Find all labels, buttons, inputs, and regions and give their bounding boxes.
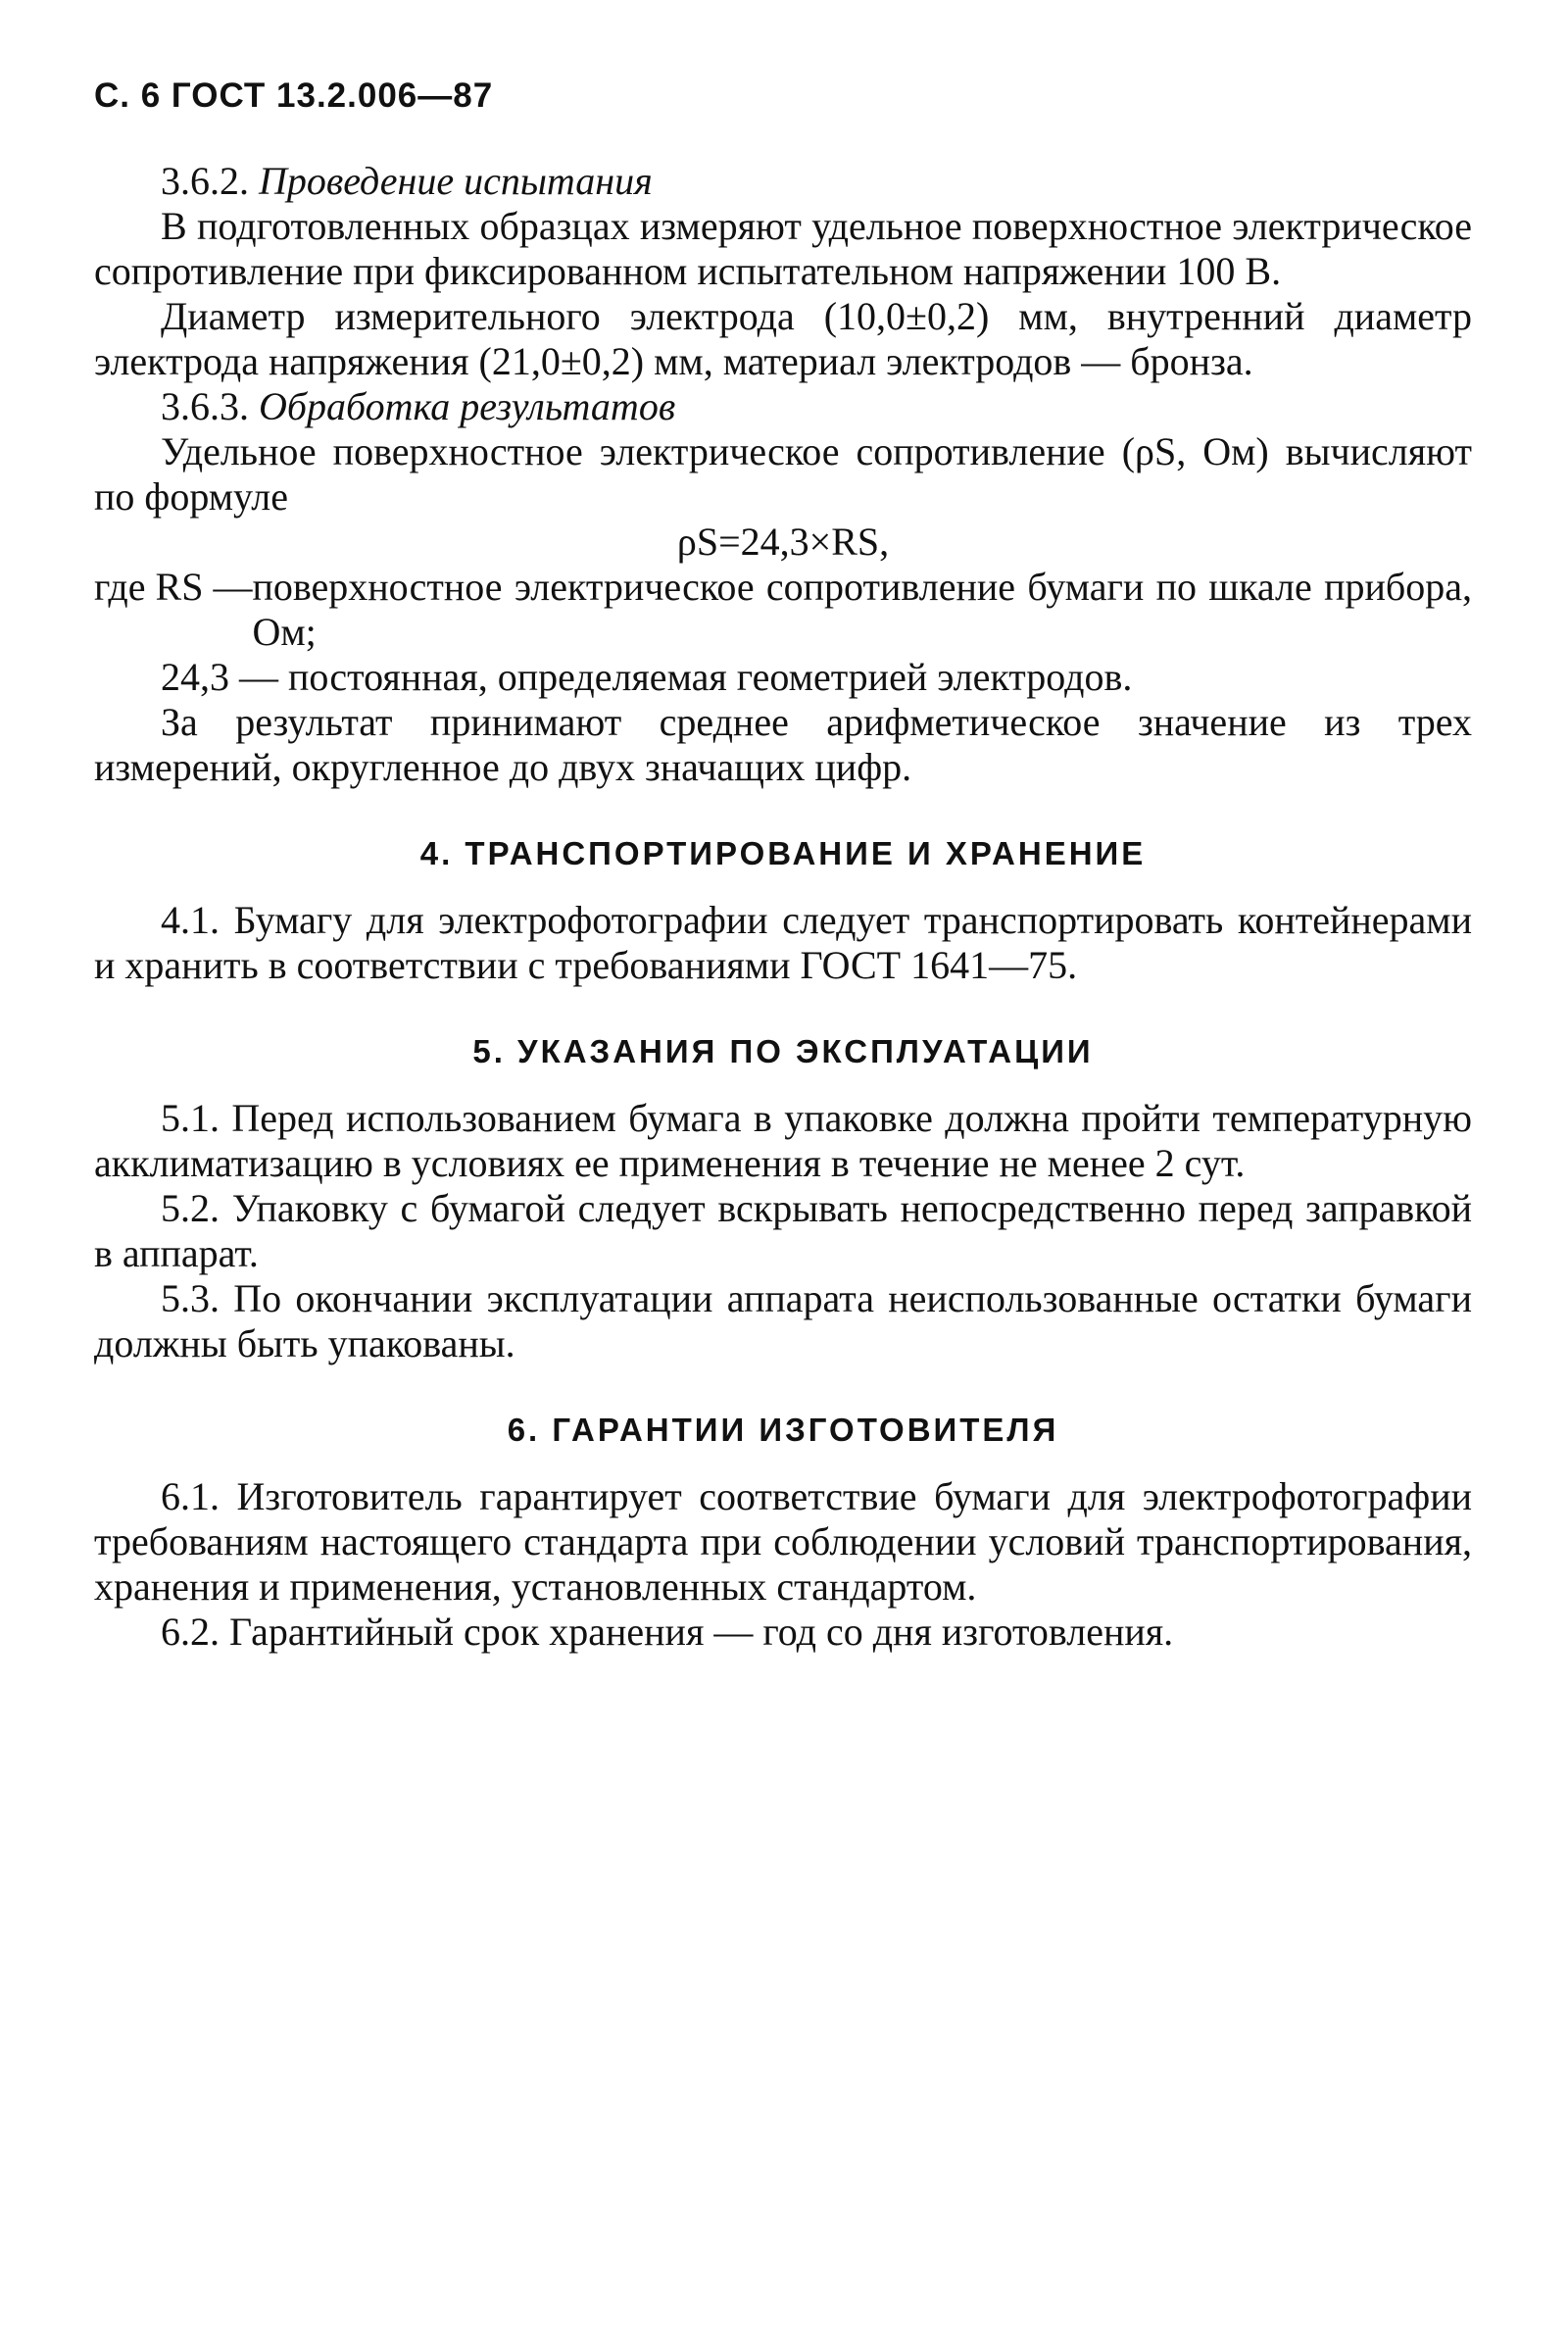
- legend-symbol: где RS —: [94, 565, 253, 609]
- section-5: [94, 1096, 1472, 1366]
- section-6: [94, 1474, 1472, 1655]
- running-head: С. 6 ГОСТ 13.2.006—87: [94, 76, 494, 115]
- paragraph: 5.2. Упаковку с бумагой следует вскрывать непосредственно перед заправкой в аппарат.: [94, 1186, 1472, 1275]
- subsection-title-text: Обработка результатов: [259, 384, 676, 428]
- subsection-number: 3.6.3.: [161, 384, 249, 428]
- formula: ρS=24,3×RS,: [676, 520, 890, 564]
- paragraph: 6.2. Гарантийный срок хранения — год со дня изготовления.: [161, 1610, 1174, 1654]
- section-4: [94, 898, 1472, 988]
- paragraph: В подготовленных образцах измеряют удельное поверхностное электрическое сопротивление при фиксированном испытательном напряжении 100 В.: [94, 204, 1472, 293]
- section-3-6-2: [94, 159, 1472, 384]
- section-3-6-3: [94, 384, 1472, 790]
- paragraph: Диаметр измерительного электрода (10,0±0,2) мм, внутренний диаметр электрода напряжения (21,0±0,2) мм, материал электродов — бронза.: [94, 294, 1472, 383]
- subsection-title: [94, 384, 1472, 429]
- paragraph: За результат принимают среднее арифметическое значение из трех измерений, округленное до двух значащих цифр.: [94, 700, 1472, 789]
- paragraph: 6.1. Изготовитель гарантирует соответствие бумаги для электрофотографии требованиям настоящего стандарта при соблюдении условий транспортирования, хранения и применения, установленных стандартом.: [94, 1474, 1472, 1609]
- formula-legend-row: [94, 565, 1472, 655]
- subsection-title: [94, 159, 1472, 204]
- section-heading: 6. ГАРАНТИИ ИЗГОТОВИТЕЛЯ: [507, 1412, 1059, 1448]
- section-heading: 4. ТРАНСПОРТИРОВАНИЕ И ХРАНЕНИЕ: [419, 835, 1147, 871]
- subsection-number: 3.6.2.: [161, 159, 249, 203]
- paragraph: 4.1. Бумагу для электрофотографии следует транспортировать контейнерами и хранить в соответствии с требованиями ГОСТ 1641—75.: [94, 898, 1472, 987]
- paragraph: Удельное поверхностное электрическое сопротивление (ρS, Ом) вычисляют по формуле: [94, 429, 1472, 519]
- legend-constant: 24,3 — постоянная, определяемая геометрией электродов.: [161, 655, 1133, 699]
- paragraph: 5.1. Перед использованием бумага в упаковке должна пройти температурную акклиматизацию в условиях ее применения в течение не менее 2 сут.: [94, 1096, 1472, 1185]
- legend-description: поверхностное электрическое сопротивление бумаги по шкале прибора, Ом;: [252, 565, 1472, 654]
- paragraph: 5.3. По окончании эксплуатации аппарата неиспользованные остатки бумаги должны быть упакованы.: [94, 1276, 1472, 1365]
- section-heading: 5. УКАЗАНИЯ ПО ЭКСПЛУАТАЦИИ: [472, 1033, 1094, 1069]
- subsection-title-text: Проведение испытания: [259, 159, 653, 203]
